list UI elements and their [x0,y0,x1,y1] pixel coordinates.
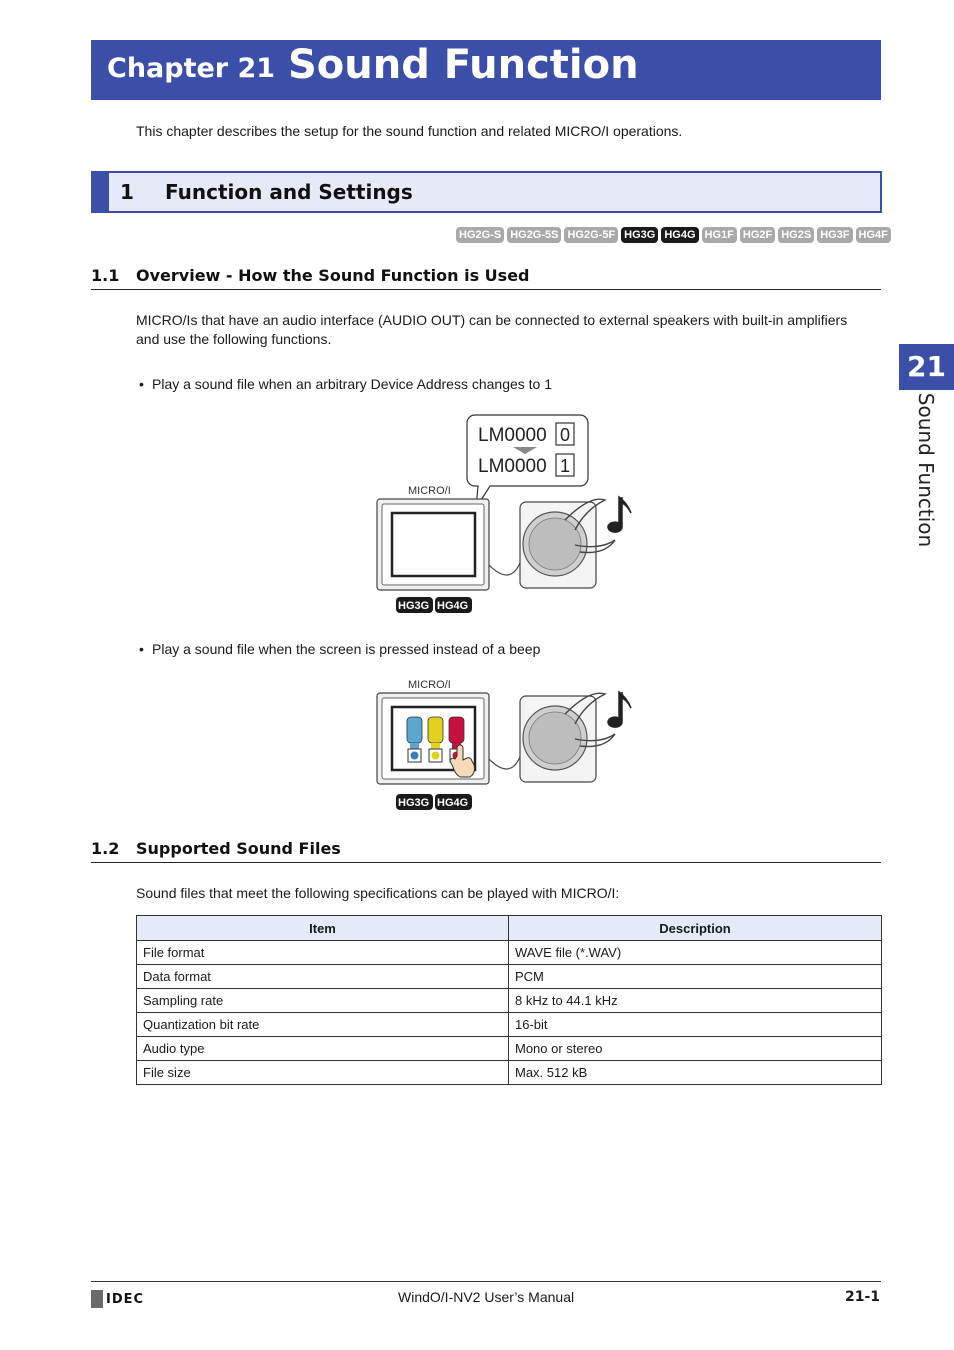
intro-text: This chapter describes the setup for the sound function and related MICRO/I operations. [136,123,683,139]
figure-touch-sound [360,672,660,817]
chapter-side-label: Sound Function [914,392,938,548]
bullet-dot: • [139,376,144,392]
chapter-title: Sound Function [288,42,639,88]
value-top: 0 [560,425,571,445]
model-badge: HG2G-5F [564,227,618,243]
subsection-number: 1.1 [91,266,120,285]
table-cell: File size [137,1061,509,1085]
subsection-rule [91,862,881,863]
table-cell: File format [137,941,509,965]
chapter-label: Chapter 21 [107,53,276,84]
model-badge-active: HG4G [661,227,698,243]
bullet-text: Play a sound file when an arbitrary Device Address changes to 1 [152,376,553,392]
table-cell: WAVE file (*.WAV) [509,941,882,965]
subsection-title: Overview - How the Sound Function is Used [136,266,530,285]
model-badge: HG2G-5S [507,227,561,243]
badge-text: HG3G [398,600,430,612]
table-cell: Data format [137,965,509,989]
table-cell: PCM [509,965,882,989]
logo-text: IDEC [106,1291,145,1307]
address-bottom: LM0000 [478,456,547,477]
address-top: LM0000 [478,425,547,446]
table-row [137,1061,882,1085]
model-badge: HG3F [817,227,852,243]
table-header: Item [137,916,509,941]
footer-rule [91,1281,881,1282]
section-number: 1 [120,180,134,204]
device-label: MICRO/I [408,485,451,497]
model-badge-active: HG3G [621,227,658,243]
page-number: 21-1 [845,1289,881,1305]
logo-mark-icon [91,1290,103,1308]
paragraph-line: and use the following functions. [136,331,332,347]
table-header-row [137,916,882,941]
table-cell: 8 kHz to 44.1 kHz [509,989,882,1013]
idec-logo [91,1290,144,1308]
footer-manual-title: WindO/I-NV2 User’s Manual [398,1289,575,1305]
yellow-button [428,717,443,743]
table-row [137,989,882,1013]
paragraph-line: MICRO/Is that have an audio interface (AUDIO OUT) can be connected to external speakers with built-in amplifiers [136,312,848,328]
badge-text: HG4G [437,600,469,612]
figure-address-trigger [360,405,660,620]
table-header: Description [509,916,882,941]
badge-text: HG3G [398,797,430,809]
table-row [137,1013,882,1037]
table-cell: Mono or stereo [509,1037,882,1061]
device-label: MICRO/I [408,679,451,691]
section-title: Function and Settings [165,180,413,204]
model-badge: HG2S [778,227,814,243]
table-row [137,965,882,989]
model-badge: HG1F [702,227,737,243]
table-cell: Max. 512 kB [509,1061,882,1085]
spec-table [136,915,882,1085]
table-row [137,941,882,965]
bullet-text: Play a sound file when the screen is pressed instead of a beep [152,641,541,657]
model-badge: HG2G-S [456,227,504,243]
table-cell: Quantization bit rate [137,1013,509,1037]
model-badge: HG2F [740,227,775,243]
value-bottom: 1 [560,456,571,476]
chapter-side-tab[interactable]: 21 [899,344,954,390]
music-note-icon [608,692,631,727]
subsection-number: 1.2 [91,839,120,858]
red-button [449,717,464,743]
subsection-title: Supported Sound Files [136,839,341,858]
table-cell: Audio type [137,1037,509,1061]
model-badges [456,227,891,243]
model-badge: HG4F [856,227,891,243]
bullet-dot: • [139,641,144,657]
subsection-rule [91,289,881,290]
music-note-icon [608,497,631,532]
blue-button [407,717,422,743]
table-row [137,1037,882,1061]
device-screen [392,513,475,576]
table-cell: 16-bit [509,1013,882,1037]
table-cell: Sampling rate [137,989,509,1013]
badge-text: HG4G [437,797,469,809]
paragraph: Sound files that meet the following specifications can be played with MICRO/I: [136,885,620,901]
